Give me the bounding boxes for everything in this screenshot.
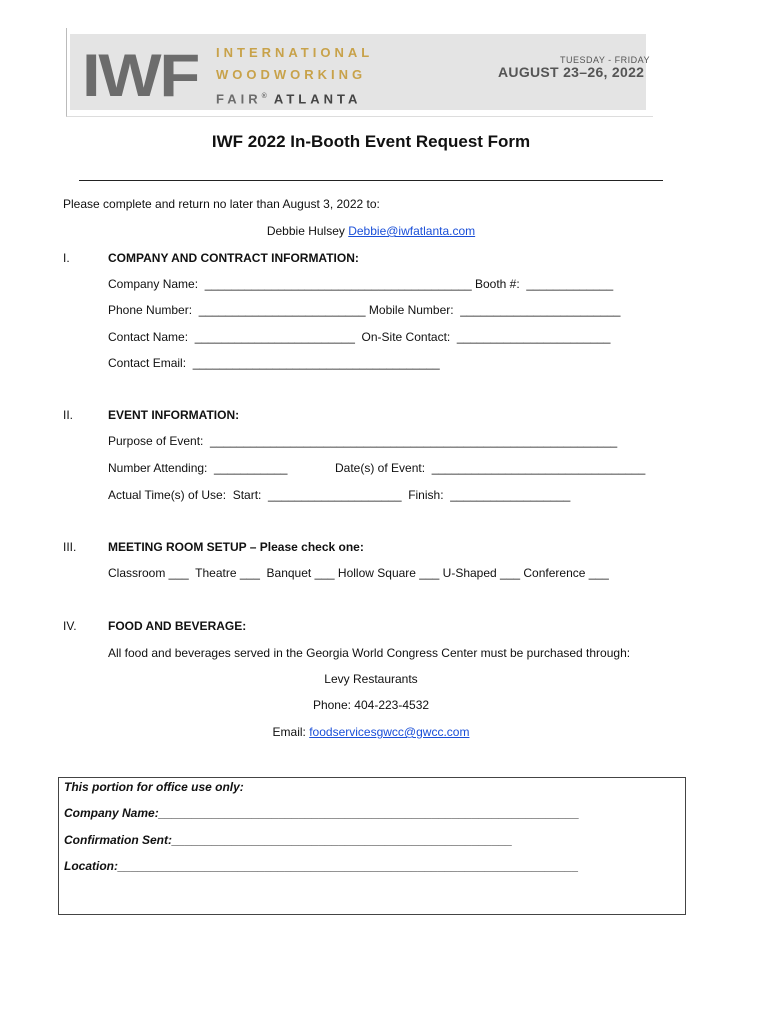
vendor-email-line [0,725,742,739]
section-heading-food: FOOD AND BEVERAGE: [108,619,247,633]
contact-email-link[interactable]: Debbie@iwfatlanta.com [348,224,476,238]
company-name-field[interactable]: Company Name: ________________________________________ Booth #: _____________ [108,277,614,291]
phone-number-field[interactable]: Phone Number: _________________________ Mobile Number: ________________________ [108,303,621,317]
iwf-logo-letters: IWF [82,42,199,109]
title-divider [79,180,663,181]
office-company-field[interactable]: Company Name:_______________________________________________________________ [64,806,580,820]
section-number-1: I. [63,251,70,265]
office-confirmation-field[interactable]: Confirmation Sent:___________________________________________________ [64,833,513,847]
return-instructions: Please complete and return no later than August 3, 2022 to: [63,197,380,211]
event-days: TUESDAY - FRIDAY [560,55,651,65]
registered-mark: ® [261,93,267,100]
section-number-2: II. [63,408,74,422]
return-contact [0,224,742,238]
section-number-3: III. [63,540,77,554]
vendor-name: Levy Restaurants [324,672,418,686]
purpose-field[interactable]: Purpose of Event: _____________________________________________________________ [108,434,618,448]
office-location-field[interactable]: Location:_____________________________________________________________________ [64,859,579,873]
event-dates-field[interactable]: Date(s) of Event: ________________________________ [335,461,646,475]
setup-options[interactable]: Classroom ___ Theatre ___ Banquet ___ Hollow Square ___ U-Shaped ___ Conference ___ [108,566,609,580]
office-use-heading: This portion for office use only: [64,780,244,794]
vendor-phone: Phone: 404-223-4532 [312,698,430,712]
section-heading-event: EVENT INFORMATION: [108,408,240,422]
contact-email-field[interactable]: Contact Email: _____________________________________ [108,356,440,370]
section-heading-company: COMPANY AND CONTRACT INFORMATION: [108,251,359,265]
logo-atlanta: ATLANTA [266,91,362,107]
iwf-logo [82,34,200,110]
logo-fair: FAIR [216,91,262,107]
contact-name: Debbie Hulsey [266,224,349,238]
logo-wordmark [216,42,373,110]
vendor-email-link[interactable]: foodservicesgwcc@gwcc.com [309,725,470,739]
attending-field[interactable]: Number Attending: ___________ [108,461,288,475]
food-note: All food and beverages served in the Georgia World Congress Center must be purchased through: [108,646,631,660]
vendor-email-label: Email: [272,725,310,739]
section-heading-setup: MEETING ROOM SETUP – Please check one: [108,540,364,554]
page-title: IWF 2022 In-Booth Event Request Form [211,132,531,151]
logo-line-international: INTERNATIONAL [216,45,374,60]
times-field[interactable]: Actual Time(s) of Use: Start: ____________________ Finish: __________________ [108,488,571,502]
logo-line-fair-atlanta [216,86,373,110]
section-number-4: IV. [63,619,77,633]
contact-name-field[interactable]: Contact Name: ________________________ On-Site Contact: _______________________ [108,330,611,344]
logo-line-woodworking: WOODWORKING [216,67,367,82]
event-dates: AUGUST 23–26, 2022 [498,64,645,80]
